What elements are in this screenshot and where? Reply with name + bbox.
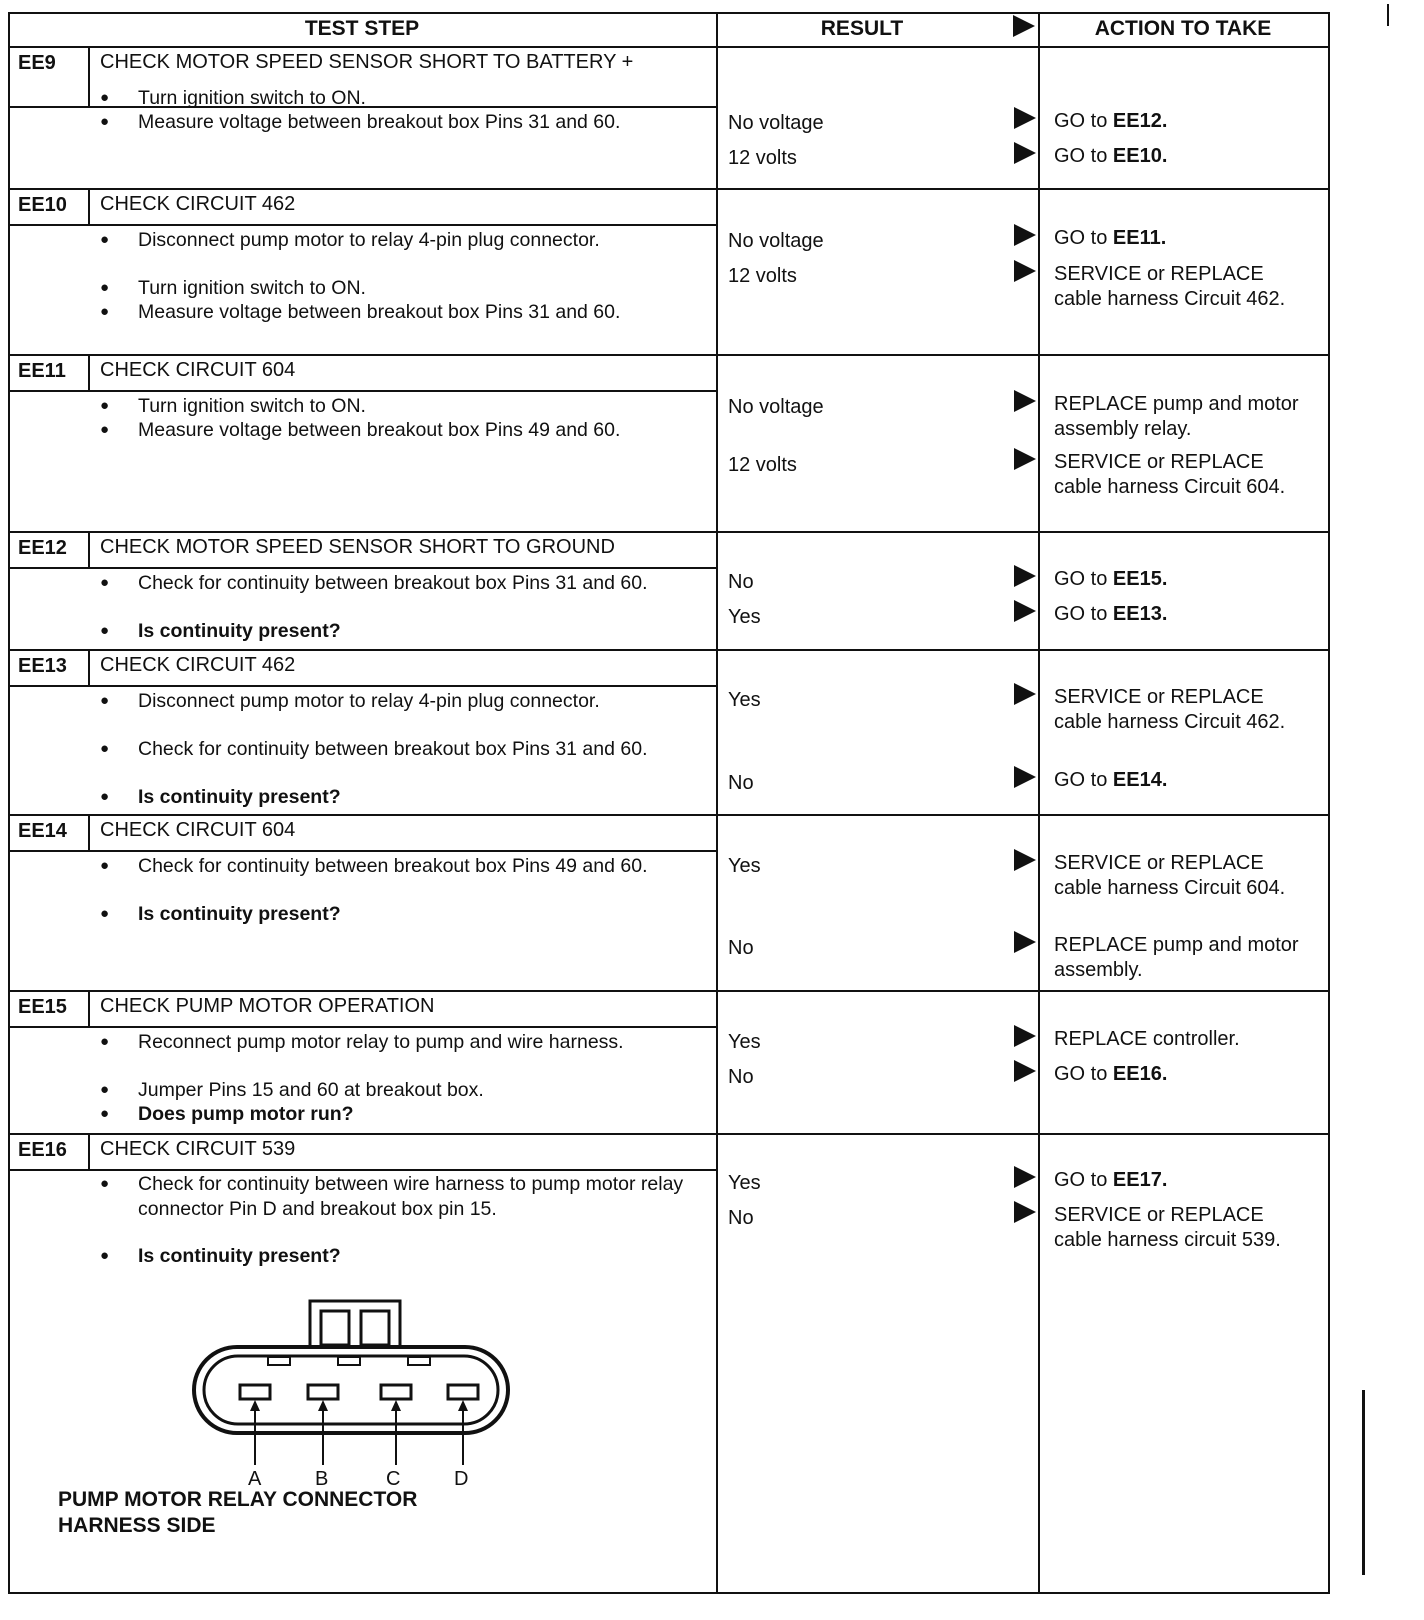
action-prefix: GO to: [1054, 227, 1113, 249]
header-arrow-icon: [1013, 15, 1035, 37]
code-divider: [88, 46, 90, 106]
bullet-icon: ●: [100, 89, 110, 106]
action-step-ref: EE17.: [1112, 1169, 1168, 1191]
step-text: Turn ignition switch to ON.: [138, 395, 366, 417]
step-code: EE14: [18, 820, 67, 842]
action-step-ref: EE12.: [1112, 110, 1168, 132]
bullet-icon: ●: [100, 740, 110, 757]
step-title: CHECK PUMP MOTOR OPERATION: [100, 995, 435, 1017]
result-text: No voltage: [728, 112, 824, 134]
action-step-ref: EE13.: [1112, 603, 1168, 625]
step-code: EE11: [18, 360, 66, 382]
pump-motor-relay-connector-diagram: [188, 1297, 518, 1467]
step-code: EE16: [18, 1139, 67, 1161]
result-text: No voltage: [728, 230, 824, 252]
step-title: CHECK MOTOR SPEED SENSOR SHORT TO BATTERY +: [100, 51, 634, 73]
arrow-right-icon: [1014, 1025, 1036, 1047]
row-top-border: [8, 990, 1330, 992]
action-prefix: GO to: [1054, 603, 1113, 625]
step-text: Is continuity present?: [138, 620, 341, 642]
step-text: Disconnect pump motor to relay 4-pin plug connector.: [138, 690, 600, 712]
action-text: [1054, 392, 1314, 442]
title-bottom-border: [8, 1169, 716, 1171]
step-text: Measure voltage between breakout box Pins 49 and 60.: [138, 419, 621, 441]
step-text: Measure voltage between breakout box Pins 31 and 60.: [138, 301, 621, 323]
pin-a-label: A: [248, 1468, 262, 1490]
bullet-icon: ●: [100, 857, 110, 874]
arrow-right-icon: [1014, 766, 1036, 788]
result-text: 12 volts: [728, 265, 797, 287]
action-step-ref: EE16.: [1112, 1063, 1168, 1085]
step-text: Measure voltage between breakout box Pins 31 and 60.: [138, 111, 621, 133]
result-text: Yes: [728, 689, 761, 711]
step-text: Reconnect pump motor relay to pump and wire harness.: [138, 1031, 624, 1053]
result-text: Yes: [728, 1031, 761, 1053]
bottom-border: [8, 1592, 1330, 1594]
step-text: Disconnect pump motor to relay 4-pin plug connector.: [138, 229, 600, 251]
action-prefix: SERVICE or REPLACE cable harness Circuit 604.: [1054, 852, 1286, 899]
top-border: [8, 12, 1330, 14]
step-text: Check for continuity between wire harness to pump motor relay connector Pin D and breakout box pin 15.: [138, 1173, 684, 1220]
title-bottom-border: [8, 390, 716, 392]
bullet-icon: ●: [100, 303, 110, 320]
diagnostic-table: [8, 12, 1378, 1612]
bullet-icon: ●: [100, 788, 110, 805]
bullet-icon: ●: [100, 397, 110, 414]
action-prefix: REPLACE pump and motor assembly relay.: [1054, 393, 1299, 440]
step-text: Jumper Pins 15 and 60 at breakout box.: [138, 1079, 484, 1101]
result-text: 12 volts: [728, 454, 797, 476]
action-text: [1054, 933, 1314, 983]
arrow-right-icon: [1014, 600, 1036, 622]
arrow-right-icon: [1014, 107, 1036, 129]
arrow-right-icon: [1014, 1201, 1036, 1223]
action-text: [1054, 226, 1314, 251]
result-text: No voltage: [728, 396, 824, 418]
action-text: [1054, 1062, 1314, 1087]
row-top-border: [8, 814, 1330, 816]
action-text: [1054, 567, 1314, 592]
result-text: No: [728, 1207, 754, 1229]
step-text: Check for continuity between breakout box Pins 49 and 60.: [138, 855, 648, 877]
step-title: CHECK CIRCUIT 604: [100, 359, 296, 381]
bullet-icon: ●: [100, 1033, 110, 1050]
row-top-border: [8, 1133, 1330, 1135]
margin-mark: [1387, 4, 1389, 26]
action-prefix: GO to: [1054, 110, 1113, 132]
action-text: [1054, 1168, 1314, 1193]
result-text: No: [728, 571, 754, 593]
arrow-right-icon: [1014, 448, 1036, 470]
action-step-ref: EE14.: [1112, 769, 1168, 791]
code-divider: [88, 814, 90, 850]
step-code: EE10: [18, 194, 67, 216]
bullet-icon: ●: [100, 1175, 110, 1192]
step-code: EE13: [18, 655, 67, 677]
code-divider: [88, 990, 90, 1026]
action-prefix: GO to: [1054, 769, 1113, 791]
arrow-right-icon: [1014, 224, 1036, 246]
bullet-icon: ●: [100, 421, 110, 438]
result-text: No: [728, 937, 754, 959]
action-text: [1054, 144, 1314, 169]
bullet-icon: ●: [100, 279, 110, 296]
step-text: Check for continuity between breakout box Pins 31 and 60.: [138, 738, 648, 760]
arrow-right-icon: [1014, 683, 1036, 705]
step-title: CHECK MOTOR SPEED SENSOR SHORT TO GROUND: [100, 536, 615, 558]
header-action: ACTION TO TAKE: [1094, 17, 1272, 40]
arrow-right-icon: [1014, 1060, 1036, 1082]
action-prefix: GO to: [1054, 568, 1113, 590]
connector-caption-line2: HARNESS SIDE: [58, 1514, 216, 1537]
step-title: CHECK CIRCUIT 604: [100, 819, 296, 841]
step-text: Is continuity present?: [138, 903, 341, 925]
action-step-ref: EE15.: [1112, 568, 1168, 590]
connector-caption-line1: PUMP MOTOR RELAY CONNECTOR: [58, 1488, 418, 1511]
result-text: Yes: [728, 855, 761, 877]
row-top-border: [8, 354, 1330, 356]
step-text: Turn ignition switch to ON.: [138, 277, 366, 299]
step-title: CHECK CIRCUIT 539: [100, 1138, 296, 1160]
action-text: [1054, 262, 1314, 312]
action-text: [1054, 685, 1314, 735]
code-divider: [88, 649, 90, 685]
title-bottom-border: [8, 567, 716, 569]
step-text: Does pump motor run?: [138, 1103, 354, 1125]
arrow-right-icon: [1014, 565, 1036, 587]
action-text: [1054, 1027, 1314, 1052]
bullet-icon: ●: [100, 692, 110, 709]
left-border: [8, 12, 10, 1592]
header-test-step: TEST STEP: [304, 17, 420, 40]
action-prefix: GO to: [1054, 1169, 1113, 1191]
arrow-right-icon: [1014, 931, 1036, 953]
action-prefix: REPLACE controller.: [1054, 1028, 1240, 1050]
row-top-border: [8, 188, 1330, 190]
pin-b-label: B: [315, 1468, 329, 1490]
bullet-icon: ●: [100, 574, 110, 591]
arrow-right-icon: [1014, 142, 1036, 164]
action-prefix: REPLACE pump and motor assembly.: [1054, 934, 1299, 981]
connector-caption: [58, 1487, 417, 1539]
action-prefix: SERVICE or REPLACE cable harness Circuit 462.: [1054, 263, 1286, 310]
result-text: Yes: [728, 606, 761, 628]
action-text: [1054, 1203, 1314, 1253]
header-result: RESULT: [820, 17, 904, 40]
action-text: [1054, 602, 1314, 627]
pin-c-label: C: [386, 1468, 401, 1490]
bullet-icon: ●: [100, 1247, 110, 1264]
right-border: [1328, 12, 1330, 1592]
bullet-icon: ●: [100, 905, 110, 922]
action-text: [1054, 851, 1314, 901]
action-column-border: [1038, 12, 1040, 1592]
arrow-right-icon: [1014, 849, 1036, 871]
pin-d-label: D: [454, 1468, 469, 1490]
arrow-right-icon: [1014, 390, 1036, 412]
result-text: Yes: [728, 1172, 761, 1194]
step-text: Turn ignition switch to ON.: [138, 87, 366, 109]
arrow-right-icon: [1014, 260, 1036, 282]
code-divider: [88, 354, 90, 390]
step-text: Is continuity present?: [138, 786, 341, 808]
title-bottom-border: [8, 685, 716, 687]
action-step-ref: EE10.: [1112, 145, 1168, 167]
step-code: EE15: [18, 996, 67, 1018]
action-prefix: GO to: [1054, 145, 1113, 167]
result-text: 12 volts: [728, 147, 797, 169]
code-divider: [88, 188, 90, 224]
step-code: EE9: [18, 52, 56, 74]
title-bottom-border: [8, 224, 716, 226]
action-text: [1054, 109, 1314, 134]
action-text: [1054, 768, 1314, 793]
row-top-border: [8, 531, 1330, 533]
title-bottom-border: [8, 1026, 716, 1028]
code-divider: [88, 531, 90, 567]
row-top-border: [8, 46, 1330, 48]
action-step-ref: EE11.: [1112, 227, 1167, 249]
action-prefix: SERVICE or REPLACE cable harness circuit 539.: [1054, 1204, 1281, 1251]
step-code: EE12: [18, 537, 67, 559]
step-title: CHECK CIRCUIT 462: [100, 654, 296, 676]
action-prefix: SERVICE or REPLACE cable harness Circuit 462.: [1054, 686, 1286, 733]
bullet-icon: ●: [100, 622, 110, 639]
code-divider: [88, 1133, 90, 1169]
title-bottom-border: [8, 850, 716, 852]
result-column-border: [716, 12, 718, 1592]
step-text: Is continuity present?: [138, 1245, 341, 1267]
step-text: Check for continuity between breakout box Pins 31 and 60.: [138, 572, 648, 594]
arrow-right-icon: [1014, 1166, 1036, 1188]
bullet-icon: ●: [100, 231, 110, 248]
result-text: No: [728, 1066, 754, 1088]
bullet-icon: ●: [100, 1105, 110, 1122]
step-title: CHECK CIRCUIT 462: [100, 193, 296, 215]
bullet-icon: ●: [100, 113, 110, 130]
bullet-icon: ●: [100, 1081, 110, 1098]
result-text: No: [728, 772, 754, 794]
action-prefix: SERVICE or REPLACE cable harness Circuit 604.: [1054, 451, 1286, 498]
row-top-border: [8, 649, 1330, 651]
margin-change-bar: [1362, 1390, 1365, 1575]
action-text: [1054, 450, 1314, 500]
action-prefix: GO to: [1054, 1063, 1113, 1085]
